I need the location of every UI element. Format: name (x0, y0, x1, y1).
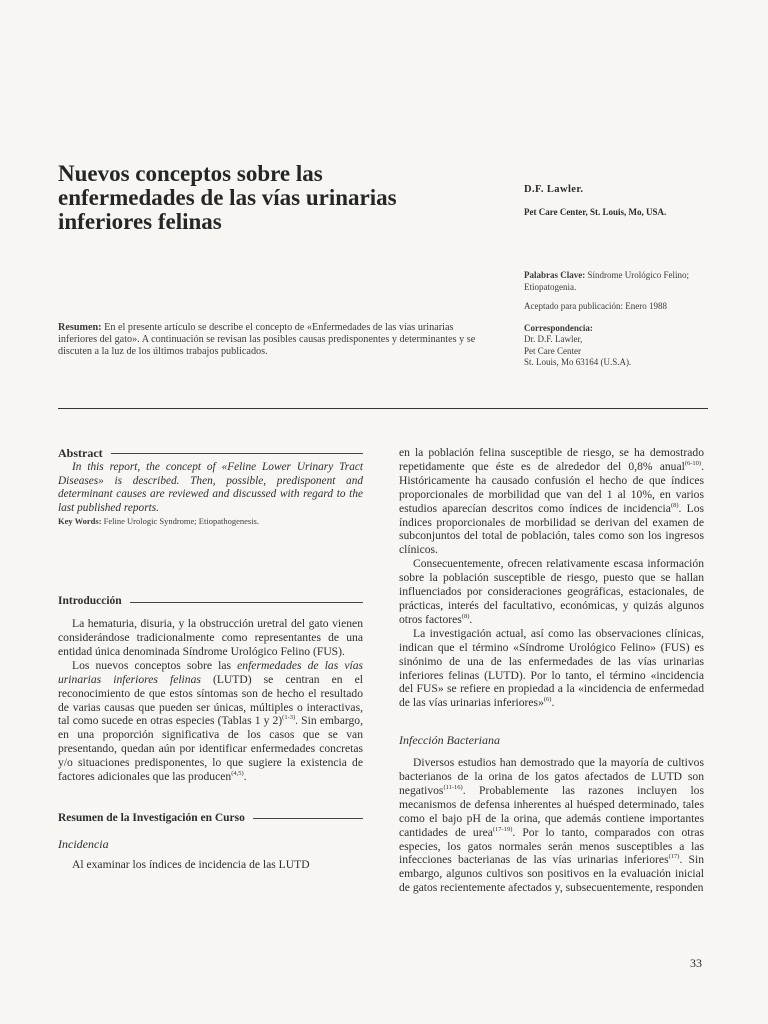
correspondence-line: St. Louis, Mo 63164 (U.S.A). (524, 357, 632, 367)
abstract-heading-text: Abstract (58, 446, 103, 460)
keywords-en-label: Key Words: (58, 516, 102, 527)
col2-paragraph-1 (399, 446, 704, 557)
citation: (6-10) (684, 460, 702, 468)
heading-rule (111, 453, 363, 454)
author-name: D.F. Lawler. (524, 184, 584, 195)
text-run-italic: enfermedades de las vías urinarias inferiores felinas (58, 658, 364, 686)
left-column (58, 447, 363, 872)
title-line: enfermedades de las vías urinarias (58, 185, 397, 210)
citation: (11-16) (443, 784, 463, 792)
research-heading-text: Resumen de la Investigación en Curso (58, 811, 245, 824)
accepted-date: Aceptado para publicación: Enero 1988 (524, 301, 667, 311)
citation: (17-19) (492, 825, 513, 833)
keywords-es-text: Síndrome Urológico Felino; Etiopatogenia. (524, 270, 689, 292)
text-run: La investigación actual, así como las observaciones clínicas, indican que el término «Síndrome Urológico Felino» (FUS) es sinónimo de una de las enfermedades de las vías urinarias inferiores felinas (LUTD). Por lo tanto, el término «incidencia del FUS» se refiere en propiedad a la «incidencia de enfermedad de las vías urinarias inferiores» (399, 626, 704, 710)
correspondence-label: Correspondencia: (524, 322, 593, 333)
author-block (524, 184, 724, 217)
article-meta (524, 270, 714, 369)
header-divider (58, 408, 708, 409)
citation: (17) (668, 853, 680, 861)
correspondence-line: Dr. D.F. Lawler, (524, 334, 583, 344)
text-run: . (551, 696, 555, 710)
text-run: . Por lo tanto, comparados con otras especies, los gatos normales serán menos susceptibles a las infecciones bacterianas de las vías urinarias inferiores (399, 825, 704, 867)
heading-rule (130, 602, 363, 603)
text-run: Consecuentemente, ofrecen relativamente escasa información sobre la población susceptible de riesgo, puesto que se hallan influenciados por consideraciones geográficas, estacionales, de prácticas, interés del facultativo, económicas, y quizás algunos otros factores (399, 557, 704, 626)
abstract-text: In this report, the concept of «Feline Lower Urinary Tract Diseases» is described. Then, possible, predisponent and determinant causes are reviewed and discussed with regard to the last published reports. (58, 460, 363, 514)
text-run: . (243, 770, 247, 784)
text-run: . (469, 612, 473, 626)
text-run: . Sin embargo, algunos cultivos son positivos en la evaluación inicial de gatos recientemente afectados y, subsecuentemente, responden (399, 853, 704, 895)
col2-paragraph-2 (399, 557, 704, 627)
text-run: Diversos estudios han demostrado que la mayoría de cultivos bacterianos de la orina de los gatos afectados de LUTD son negativos (399, 756, 704, 797)
right-column (399, 446, 704, 895)
citation: (8) (461, 613, 470, 621)
text-run: Los nuevos conceptos sobre las (72, 658, 238, 672)
citation: (1-3) (282, 714, 296, 722)
resumen-label: Resumen: (58, 322, 102, 333)
resumen-text: En el presente artículo se describe el concepto de «Enfermedades de las vías urinarias inferiores del gato». A continuación se revisan las posibles causas predisponentes y determinantes y se discuten a la luz de los últimos trabajos publicados. (58, 322, 476, 358)
citation: (4,5) (231, 770, 244, 778)
incidence-paragraph: Al examinar los índices de incidencia de las LUTD (72, 857, 310, 871)
incidence-subheading: Incidencia (58, 836, 109, 851)
citation: (8) (670, 501, 679, 509)
intro-paragraph-1: La hematuria, disuria, y la obstrucción uretral del gato vienen considerándose tradicionalmente como representantes de una entidad única denominada Síndrome Urológico Felino (FUS). (58, 617, 363, 658)
abstract-heading (58, 447, 363, 461)
intro-heading (58, 595, 363, 609)
title-line: inferiores felinas (58, 209, 222, 234)
research-heading (58, 812, 363, 826)
resumen-paragraph (58, 322, 478, 359)
page-number: 33 (690, 956, 702, 970)
text-run: . Probablemente las razones incluyen los mecanismos de defensa inherentes al huésped determinado, tales como el bajo pH de la orina, que además contiene importantes cantidades de urea (399, 783, 704, 839)
intro-heading-text: Introducción (58, 595, 122, 608)
text-run: (LUTD) se centran en el reconocimiento de que estos síntomas son de hecho el resultado de varias causas que pueden ser únicas, múltiples o interactivas, tal como sucede en otras especies (Tablas 1 y 2) (58, 672, 363, 728)
author-affiliation: Pet Care Center, St. Louis, Mo, USA. (524, 207, 667, 217)
intro-paragraph-2 (58, 659, 363, 784)
keywords-en (58, 515, 363, 529)
keywords-es-label: Palabras Clave: (524, 270, 586, 280)
correspondence-line: Pet Care Center (524, 345, 581, 356)
text-run: . Históricamente ha causado confusión el hecho de que índices proporcionales de morbilidad que van del 1 al 10%, en varios estudios aparecían descritos como índices de incidencia (399, 459, 704, 515)
title-line: Nuevos conceptos sobre las (58, 161, 323, 186)
heading-rule (253, 818, 363, 819)
col2-paragraph-3 (399, 627, 704, 710)
text-run: . Los índices proporcionales de morbilidad se derivan del examen de subconjuntos del total de población, tales como son los ingresos clínicos. (399, 501, 705, 557)
keywords-es (524, 270, 714, 293)
col2-paragraph-4 (399, 756, 704, 895)
text-run: . Sin embargo, en una proporción significativa de los casos que se van presentando, quedan aún por identificar enfermedades concretas y/o situaciones predisponentes, lo que sugiere la existencia de factores adicionales que las producen (58, 714, 363, 784)
text-run: en la población felina susceptible de riesgo, se ha demostrado repetidamente que éste es de alrededor del 0,8% anual (399, 446, 704, 473)
keywords-en-text: Feline Urologic Syndrome; Etiopathogenesis. (103, 516, 259, 527)
article-title (58, 162, 498, 234)
infection-subheading: Infección Bacteriana (399, 733, 500, 748)
citation: (6) (543, 696, 552, 704)
